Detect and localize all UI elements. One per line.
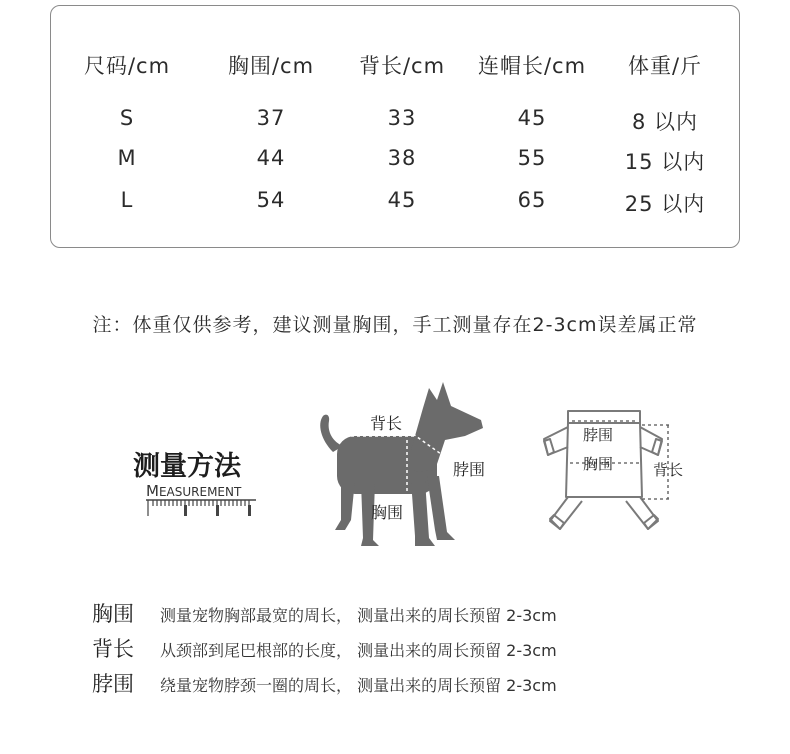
clothes-neck-label: 脖围	[583, 426, 614, 444]
table-cell: L	[120, 188, 134, 212]
description-text: 测量宠物胸部最宽的周长， 测量出来的周长预留 2-3cm	[160, 606, 557, 625]
table-cell: 54	[256, 188, 286, 212]
dog-chest-label: 胸围	[371, 503, 404, 522]
table-cell: 8 以内	[631, 110, 699, 134]
method-subtitle-rest: EASUREMENT	[158, 485, 242, 499]
description-term: 胸围	[92, 602, 134, 626]
table-cell: 37	[256, 106, 286, 130]
table-cell: 25 以内	[624, 192, 706, 216]
dog-back-length-label: 背长	[370, 414, 403, 433]
table-cell: 33	[387, 106, 417, 130]
table-cell: 15 以内	[624, 150, 706, 174]
method-title: 测量方法	[133, 451, 241, 482]
size-header-chest: 胸围/cm	[227, 54, 315, 78]
table-cell: S	[119, 106, 135, 130]
clothes-back-length-label: 背长	[653, 461, 684, 479]
description-term: 背长	[92, 637, 134, 661]
table-cell: 44	[256, 146, 286, 170]
table-cell: 38	[387, 146, 417, 170]
clothes-chest-label: 胸围	[583, 455, 614, 473]
table-cell: M	[117, 146, 137, 170]
size-header-weight: 体重/斤	[627, 54, 703, 78]
method-subtitle-initial: M	[146, 482, 159, 500]
description-text: 绕量宠物脖颈一圈的周长， 测量出来的周长预留 2-3cm	[160, 676, 557, 695]
table-cell: 65	[517, 188, 547, 212]
size-header-back: 背长/cm	[358, 54, 446, 78]
description-text: 从颈部到尾巴根部的长度， 测量出来的周长预留 2-3cm	[160, 641, 557, 660]
table-cell: 55	[517, 146, 547, 170]
ruler-icon	[146, 496, 258, 518]
size-header-size: 尺码/cm	[83, 54, 171, 78]
table-cell: 45	[517, 106, 547, 130]
description-term: 脖围	[92, 672, 134, 696]
table-cell: 45	[387, 188, 417, 212]
dog-neck-label: 脖围	[453, 460, 486, 479]
measurement-note: 注：体重仅供参考，建议测量胸围，手工测量存在2-3cm误差属正常	[92, 314, 698, 336]
size-header-hood: 连帽长/cm	[477, 54, 587, 78]
